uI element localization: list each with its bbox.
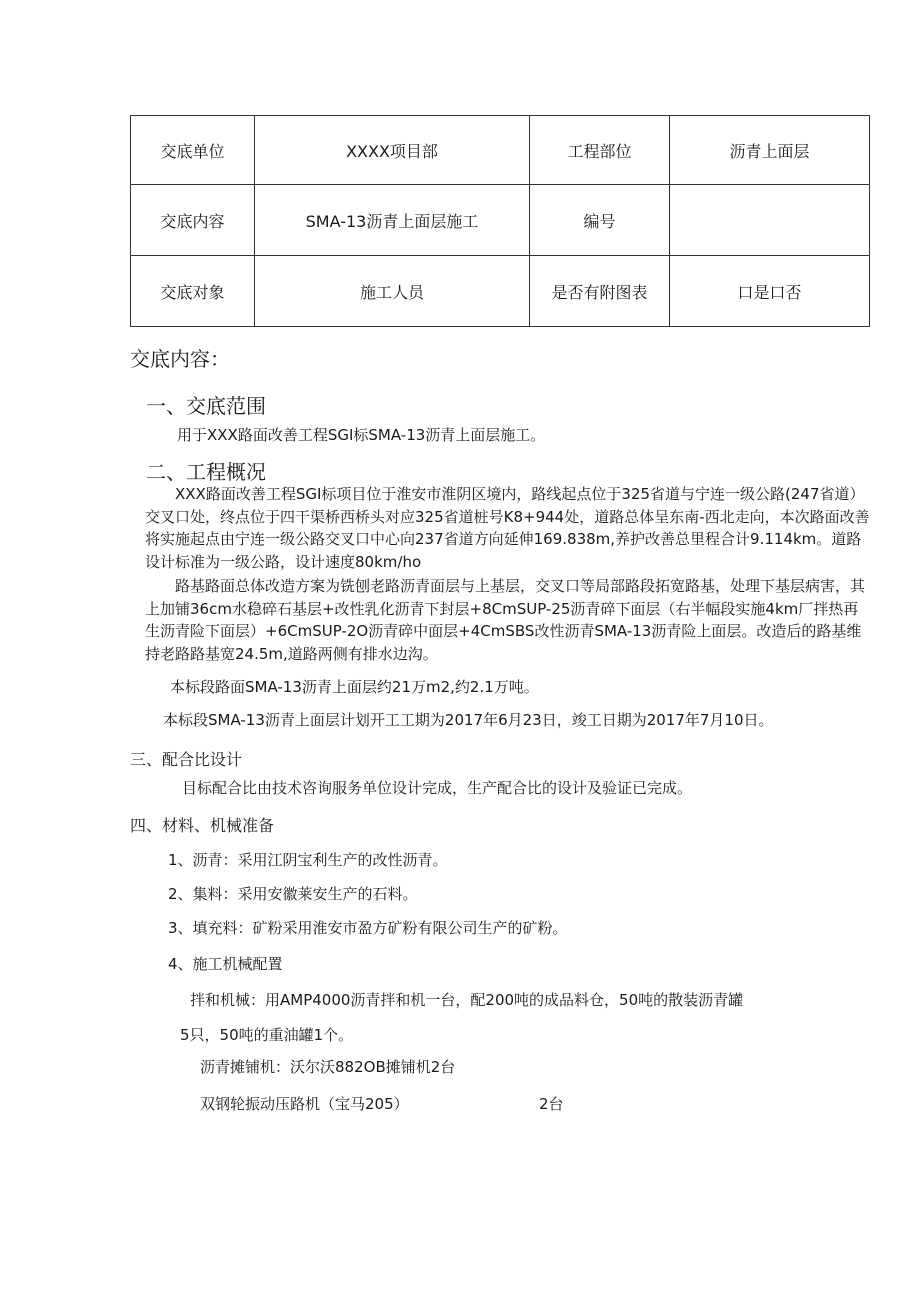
content-heading: 交底内容： [130, 347, 230, 371]
scope-text: 用于XXX路面改善工程SGI标SMA-13沥青上面层施工。 [177, 426, 546, 444]
table-row [131, 256, 870, 327]
table-row [131, 185, 870, 256]
paver-line: 沥青摊铺机：沃尔沃882OB摊铺机2台 [200, 1058, 456, 1076]
header-table [130, 115, 870, 327]
table-cell: 编号 [530, 185, 670, 256]
overview-paragraph-1: XXX路面改善工程SGI标项目位于淮安市淮阴区境内，路线起点位于325省道与宁连一级公路(247省道）交叉口处，终点位于四干渠桥西桥头对应325省道桩号K8+944处，道路总体呈东南-西北走向，本次路面改善将实施起点由宁连一级公路交叉口中心向237省道方向延伸169.838m,养护改善总里程合计9.114km。道路设计标准为一级公路，设计速度80km∕ho [145, 485, 870, 572]
table-cell: 工程部位 [530, 116, 670, 185]
table-cell [670, 185, 870, 256]
mixing-equipment-line-2: 5只，50吨的重油罐1个。 [180, 1026, 354, 1044]
overview-paragraph-3: 本标段路面SMA-13沥青上面层约21万m2,约2.1万吨。 [170, 678, 539, 696]
table-cell: 交底对象 [131, 256, 255, 327]
table-cell: SMA-13沥青上面层施工 [255, 185, 530, 256]
section-title-materials: 四、材料、机械准备 [130, 816, 275, 835]
table-cell: 施工人员 [255, 256, 530, 327]
table-cell: 沥青上面层 [670, 116, 870, 185]
table-cell: 是否有附图表 [530, 256, 670, 327]
mixing-equipment-line-1: 拌和机械：用AMP4000沥青拌和机一台，配200吨的成品料仓，50吨的散装沥青罐 [190, 991, 744, 1009]
section-title-scope: 一、交底范围 [146, 394, 266, 418]
table-cell: 交底内容 [131, 185, 255, 256]
table-cell: 交底单位 [131, 116, 255, 185]
list-item: 2、集料：采用安徽莱安生产的石料。 [168, 885, 418, 903]
roller-name: 双钢轮振动压路机（宝马205） [200, 1095, 409, 1113]
overview-paragraph-2: 路基路面总体改造方案为铣刨老路沥青面层与上基层，交叉口等局部路段拓宽路基，处理下基层病害，其上加铺36cm水稳碎石基层+改性乳化沥青下封层+8CmSUP-25沥青碎下面层（右半幅段实施4km厂拌热再生沥青险下面层）+6CmSUP-2O沥青碎中面层+4CmSBS改性沥青SMA-13沥青险上面层。改造后的路基维持老路路基宽24.5m,道路两侧有排水边沟。 [145, 577, 866, 664]
overview-paragraph-4: 本标段SMA-13沥青上面层计划开工工期为2017年6月23日，竣工日期为2017年7月10日。 [163, 711, 774, 729]
list-item: 4、施工机械配置 [168, 955, 283, 973]
list-item: 1、沥青：采用江阴宝利生产的改性沥青。 [168, 851, 448, 869]
mix-design-text: 目标配合比由技术咨询服务单位设计完成，生产配合比的设计及验证已完成。 [182, 779, 693, 797]
table-cell: 口是口否 [670, 256, 870, 327]
section-title-mix-design: 三、配合比设计 [130, 750, 243, 769]
roller-quantity: 2台 [539, 1095, 564, 1113]
table-cell: XXXX项目部 [255, 116, 530, 185]
table-row [131, 116, 870, 185]
section-title-overview: 二、工程概况 [146, 460, 266, 484]
list-item: 3、填充料：矿粉采用淮安市盈方矿粉有限公司生产的矿粉。 [168, 919, 568, 937]
